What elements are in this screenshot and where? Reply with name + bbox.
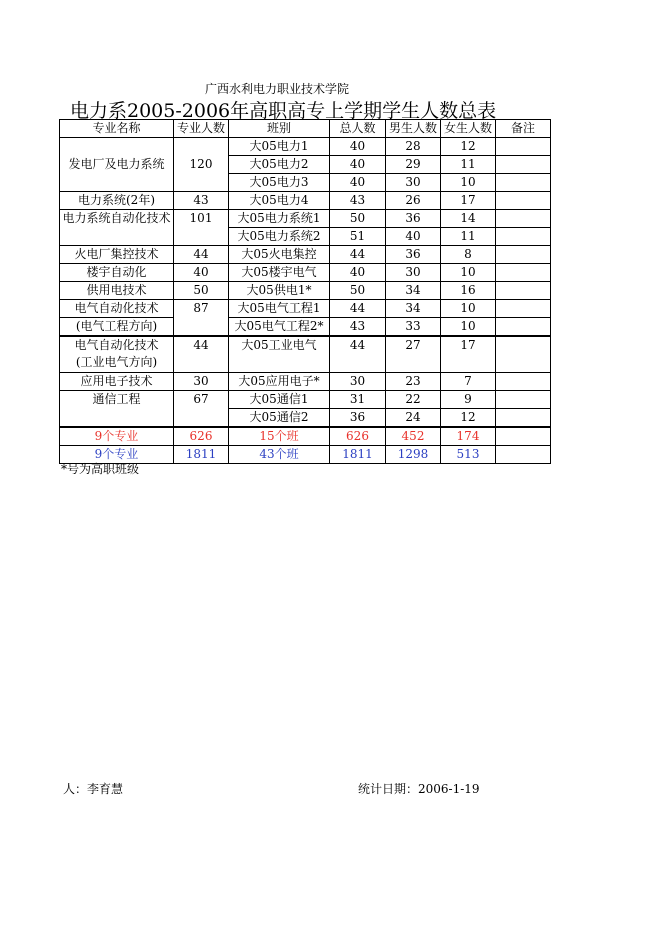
major-count-cell: 40 [174,264,229,282]
table-row [60,246,551,264]
remark-cell [496,246,551,264]
class-cell: 大05电力系统2 [229,228,330,246]
female-cell: 10 [441,318,496,337]
male-cell: 23 [386,373,441,391]
remark-cell [496,409,551,428]
male-cell: 28 [386,138,441,156]
major-cell: 火电厂集控技术 [60,246,174,264]
major-cell [60,336,174,373]
female-cell: 10 [441,264,496,282]
male-cell: 24 [386,409,441,428]
remark-cell [496,318,551,337]
class-cell: 大05电力1 [229,138,330,156]
major-count-cell: 30 [174,373,229,391]
class-cell: 大05楼宇电气 [229,264,330,282]
summary-count: 626 [174,427,229,446]
major-count-cell: 44 [174,336,229,373]
class-cell: 大05火电集控 [229,246,330,264]
major-count-cell: 43 [174,192,229,210]
major-cell-line2: (电气工程方向) [60,318,174,337]
female-cell: 8 [441,246,496,264]
class-cell: 大05电力系统1 [229,210,330,228]
total-cell: 31 [330,391,386,409]
male-cell: 30 [386,174,441,192]
total-cell: 43 [330,192,386,210]
table-row [60,282,551,300]
table-row [60,300,551,318]
class-cell: 大05电力4 [229,192,330,210]
class-cell: 大05电力2 [229,156,330,174]
female-cell: 12 [441,138,496,156]
page-title: 电力系2005-2006年高职高专上学期学生人数总表 [70,100,497,122]
female-cell: 16 [441,282,496,300]
summary-female: 513 [441,446,496,464]
total-cell: 40 [330,174,386,192]
major-count-cell: 87 [174,300,229,337]
major-count-cell: 50 [174,282,229,300]
remark-cell [496,264,551,282]
total-cell: 36 [330,409,386,428]
footnote: *号为高职班级 [61,462,140,476]
class-cell: 大05电力3 [229,174,330,192]
male-cell: 29 [386,156,441,174]
remark-cell [496,228,551,246]
male-cell: 30 [386,264,441,282]
male-cell: 34 [386,282,441,300]
male-cell: 22 [386,391,441,409]
summary-male: 452 [386,427,441,446]
table-row [60,264,551,282]
table-row [60,138,551,156]
summary-male: 1298 [386,446,441,464]
school-name: 广西水利电力职业技术学院 [205,82,350,96]
major-count-cell: 67 [174,391,229,428]
table-row [60,192,551,210]
summary-majors: 9个专业 [60,427,174,446]
total-cell: 43 [330,318,386,337]
total-cell: 50 [330,282,386,300]
major-count-cell: 44 [174,246,229,264]
female-cell: 10 [441,174,496,192]
female-cell: 17 [441,192,496,210]
remark-cell [496,174,551,192]
total-cell: 30 [330,373,386,391]
male-cell: 33 [386,318,441,337]
major-cell: 电力系统(2年) [60,192,174,210]
table-row [60,210,551,228]
major-cell: 应用电子技术 [60,373,174,391]
male-cell: 36 [386,210,441,228]
female-cell: 12 [441,409,496,428]
header-row [60,120,551,138]
female-cell: 17 [441,336,496,373]
total-cell: 40 [330,264,386,282]
female-cell: 7 [441,373,496,391]
major-cell: 供用电技术 [60,282,174,300]
remark-cell [496,210,551,228]
student-count-table [59,119,551,464]
total-cell: 44 [330,336,386,373]
total-cell: 44 [330,300,386,318]
class-cell: 大05通信1 [229,391,330,409]
class-cell: 大05通信2 [229,409,330,428]
major-cell: 通信工程 [60,391,174,428]
total-cell: 51 [330,228,386,246]
male-cell: 26 [386,192,441,210]
header-major-count: 专业人数 [174,120,229,138]
male-cell: 36 [386,246,441,264]
table-row [60,391,551,409]
summary-row-red [60,427,551,446]
class-cell: 大05工业电气 [229,336,330,373]
summary-count: 1811 [174,446,229,464]
total-cell: 44 [330,246,386,264]
summary-total: 626 [330,427,386,446]
preparer: 人：李育慧 [63,782,124,796]
header-remark: 备注 [496,120,551,138]
female-cell: 14 [441,210,496,228]
female-cell: 11 [441,228,496,246]
summary-remark [496,427,551,446]
class-cell: 大05电气工程1 [229,300,330,318]
major-cell: 楼宇自动化 [60,264,174,282]
major-cell-line2: (工业电气方向) [75,355,158,369]
summary-female: 174 [441,427,496,446]
header-male: 男生人数 [386,120,441,138]
major-count-cell: 120 [174,138,229,192]
remark-cell [496,282,551,300]
table-row [60,318,551,337]
major-cell-line1: 电气自动化技术 [60,300,174,318]
statistics-date: 统计日期：2006-1-19 [358,782,480,796]
summary-total: 1811 [330,446,386,464]
header-total: 总人数 [330,120,386,138]
header-class: 班别 [229,120,330,138]
table-row [60,373,551,391]
major-cell-line1: 电气自动化技术 [74,338,159,352]
total-cell: 50 [330,210,386,228]
male-cell: 27 [386,336,441,373]
total-cell: 40 [330,156,386,174]
remark-cell [496,138,551,156]
summary-majors: 9个专业 [60,446,174,464]
remark-cell [496,300,551,318]
remark-cell [496,336,551,373]
male-cell: 34 [386,300,441,318]
total-cell: 40 [330,138,386,156]
female-cell: 9 [441,391,496,409]
female-cell: 11 [441,156,496,174]
male-cell: 40 [386,228,441,246]
remark-cell [496,373,551,391]
table-row [60,336,551,373]
summary-remark [496,446,551,464]
major-cell: 发电厂及电力系统 [60,138,174,192]
header-female: 女生人数 [441,120,496,138]
class-cell: 大05应用电子* [229,373,330,391]
remark-cell [496,156,551,174]
female-cell: 10 [441,300,496,318]
remark-cell [496,192,551,210]
header-major: 专业名称 [60,120,174,138]
class-cell: 大05供电1* [229,282,330,300]
summary-classes: 15个班 [229,427,330,446]
major-cell: 电力系统自动化技术 [60,210,174,246]
summary-classes: 43个班 [229,446,330,464]
remark-cell [496,391,551,409]
class-cell: 大05电气工程2* [229,318,330,337]
major-count-cell: 101 [174,210,229,246]
